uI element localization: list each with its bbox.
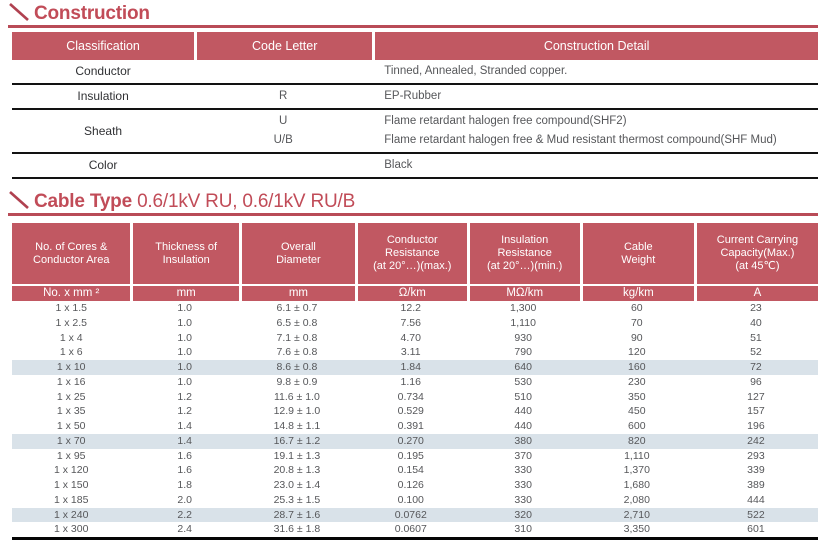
- cable-data-cell: 440: [514, 405, 532, 418]
- cable-data-cell: 1.2: [177, 390, 192, 403]
- cable-column-unit: kg/km: [580, 284, 694, 301]
- cable-data-cell: 0.126: [397, 479, 424, 491]
- cable-data-row: [12, 493, 818, 508]
- cable-data-cell: 23: [750, 302, 762, 314]
- cable-data-cell: 2.0: [177, 493, 192, 506]
- construction-row: [12, 60, 818, 85]
- cable-units-row: [12, 284, 818, 301]
- cable-data-cell: 450: [628, 405, 646, 418]
- code-letter-line: U: [279, 115, 288, 127]
- cable-table-header: [12, 223, 818, 301]
- cable-data-cell: 1.0: [177, 331, 192, 344]
- code-letter-cell: [194, 85, 372, 110]
- cable-data-row: [12, 508, 818, 523]
- cable-data-cell: 350: [628, 390, 646, 403]
- cable-column-header: [12, 223, 130, 284]
- cable-data-cell: 0.529: [397, 405, 424, 418]
- backslash-icon: [8, 2, 30, 27]
- cable-data-row: [12, 360, 818, 375]
- cable-data-cell: 1.0: [130, 360, 238, 375]
- cable-data-row: [12, 434, 818, 449]
- cable-data-cell: 51: [750, 331, 762, 344]
- cable-data-cell: 1 x 2.5: [55, 316, 87, 329]
- cable-data-cell: 0.734: [397, 390, 424, 403]
- code-letter-line: R: [279, 90, 288, 102]
- cable-data-row: [12, 375, 818, 390]
- cable-data-cell: 4.70: [400, 331, 421, 344]
- cable-data-cell: 1.0: [177, 375, 192, 388]
- cable-data-cell: 1 x 185: [54, 493, 89, 506]
- cable-data-cell: 12.9 ± 1.0: [273, 405, 321, 418]
- cable-data-cell: 510: [514, 390, 532, 403]
- cable-data-cell: 330: [514, 493, 532, 506]
- cable-column-header: [239, 223, 355, 284]
- cable-data-cell: 2,080: [623, 493, 650, 506]
- cable-data-cell: 3.11: [400, 346, 421, 359]
- cable-data-row: [12, 419, 818, 434]
- cable-data-cell: 1.6: [177, 449, 192, 462]
- cable-type-title-block: [8, 188, 818, 210]
- cable-data-cell: 0.0762: [355, 508, 467, 523]
- header-line: Resistance: [385, 247, 440, 259]
- cable-data-row: [12, 316, 818, 331]
- cable-data-cell: 339: [747, 464, 765, 477]
- cable-data-cell: 31.6 ± 1.8: [239, 522, 355, 540]
- cable-data-cell: 1 x 6: [59, 346, 83, 359]
- cable-data-cell: 6.5 ± 0.8: [276, 316, 318, 329]
- cable-data-cell: 0.100: [397, 493, 424, 506]
- header-line: Conductor: [386, 234, 438, 246]
- cable-data-cell: 1 x 4: [59, 331, 83, 344]
- cable-data-cell: 127: [747, 390, 765, 403]
- cable-header-row: [12, 223, 818, 284]
- construction-detail-cell: [372, 85, 818, 110]
- header-line: Cable: [623, 240, 653, 253]
- cable-data-cell: 52: [750, 346, 762, 359]
- cable-data-cell: 1 x 1.5: [55, 302, 87, 314]
- construction-col-classification: Classification: [12, 32, 194, 60]
- header-line: (at 20°…)(max.): [373, 260, 452, 272]
- cable-data-cell: 1.84: [355, 360, 467, 375]
- construction-col-detail: Construction Detail: [372, 32, 818, 60]
- construction-detail-cell: [372, 154, 818, 179]
- cable-data-cell: 120: [628, 346, 646, 359]
- cable-data-cell: 6.1 ± 0.7: [276, 302, 318, 314]
- cable-data-cell: 160: [580, 360, 694, 375]
- construction-title-underline: [8, 25, 818, 28]
- cable-data-cell: 0.154: [397, 464, 424, 477]
- header-line: Current Carrying: [716, 234, 799, 246]
- cable-data-cell: 600: [628, 420, 646, 432]
- cable-type-title-subtext: 0.6/1kV RU, 0.6/1kV RU/B: [137, 191, 356, 212]
- cable-data-cell: 1 x 10: [12, 360, 130, 375]
- cable-data-cell: 72: [694, 360, 818, 375]
- construction-title-block: [8, 0, 818, 22]
- cable-data-row: [12, 390, 818, 405]
- header-line: Insulation: [162, 253, 210, 266]
- header-line: No. of Cores &: [35, 240, 108, 253]
- cable-data-cell: 380: [467, 434, 580, 449]
- cable-data-cell: 1 x 50: [56, 420, 86, 432]
- cable-column-header: [355, 223, 467, 284]
- construction-detail-line: Black: [384, 159, 413, 171]
- cable-data-cell: 1.4: [130, 434, 238, 449]
- cable-data-cell: 1,110: [624, 449, 650, 462]
- header-line: Thickness of: [155, 240, 218, 253]
- cable-data-cell: 820: [580, 434, 694, 449]
- cable-data-cell: 1 x 25: [56, 390, 86, 403]
- cable-data-cell: 60: [630, 302, 643, 314]
- header-line: (at 20°…)(min.): [487, 260, 563, 272]
- cable-data-cell: 0.391: [397, 420, 424, 432]
- cable-data-cell: 20.8 ± 1.3: [273, 464, 321, 477]
- cable-data-row: [12, 449, 818, 464]
- cable-data-cell: 440: [514, 420, 532, 432]
- construction-table: [12, 32, 818, 179]
- cable-data-cell: 1 x 240: [12, 508, 130, 523]
- cable-data-row: [12, 478, 818, 493]
- cable-column-unit: Ω/km: [355, 284, 467, 301]
- construction-detail-cell: [372, 110, 818, 154]
- cable-data-row: [12, 345, 818, 360]
- cable-type-title-underline: [8, 213, 818, 216]
- cable-data-cell: 28.7 ± 1.6: [239, 508, 355, 523]
- cable-data-cell: 1 x 300: [12, 522, 130, 540]
- cable-column-unit: mm: [130, 284, 238, 301]
- construction-row: [12, 110, 818, 154]
- cable-data-cell: 293: [747, 449, 765, 462]
- cable-data-cell: 310: [467, 522, 580, 540]
- cable-data-cell: 7.6 ± 0.8: [276, 346, 318, 359]
- cable-data-cell: 2.2: [130, 508, 238, 523]
- cable-data-row: [12, 404, 818, 419]
- construction-section-title: [34, 3, 150, 25]
- header-line: Insulation: [501, 234, 549, 246]
- construction-detail-line: Flame retardant halogen free compound(SHF2): [384, 115, 627, 127]
- cable-table-body: [12, 301, 818, 540]
- cable-column-unit: mm: [239, 284, 355, 301]
- cable-data-cell: 96: [750, 375, 762, 388]
- cable-data-cell: 1 x 16: [56, 375, 86, 388]
- cable-data-cell: 330: [514, 479, 532, 491]
- cable-data-cell: 25.3 ± 1.5: [273, 493, 321, 506]
- cable-column-header: [130, 223, 238, 284]
- cable-type-section-title: [34, 191, 355, 213]
- header-line: Capacity(Max.): [720, 247, 795, 259]
- cable-data-cell: 14.8 ± 1.1: [273, 420, 321, 432]
- cable-data-cell: 1.6: [177, 464, 192, 477]
- construction-detail-line: EP-Rubber: [384, 90, 442, 102]
- code-letter-cell: [194, 60, 372, 85]
- cable-column-unit: No. x mm ²: [12, 284, 130, 301]
- cable-data-cell: 790: [514, 346, 532, 359]
- cable-data-cell: 370: [514, 449, 532, 462]
- classification-cell: Conductor: [12, 60, 194, 85]
- cable-column-header: [467, 223, 580, 284]
- cable-data-cell: 0.195: [397, 449, 424, 462]
- construction-detail-line: Tinned, Annealed, Stranded copper.: [384, 65, 568, 77]
- construction-row: [12, 85, 818, 110]
- cable-data-row: [12, 522, 818, 540]
- code-letter-cell: [194, 110, 372, 154]
- cable-data-cell: 389: [747, 479, 765, 491]
- cable-data-cell: 1 x 70: [12, 434, 130, 449]
- code-letter-line: U/B: [273, 134, 293, 146]
- cable-column-unit: MΩ/km: [467, 284, 580, 301]
- cable-data-cell: 70: [630, 316, 643, 329]
- cable-data-cell: 11.6 ± 1.0: [273, 390, 320, 403]
- cable-data-cell: 1.8: [177, 479, 192, 491]
- cable-data-cell: 930: [514, 331, 532, 344]
- construction-header-row: [12, 32, 818, 60]
- cable-data-cell: 12.2: [400, 302, 421, 314]
- cable-data-cell: 530: [514, 375, 532, 388]
- cable-data-cell: 1.2: [177, 405, 192, 418]
- cable-data-cell: 9.8 ± 0.9: [276, 375, 318, 388]
- cable-data-cell: 3,350: [580, 522, 694, 540]
- construction-row: [12, 154, 818, 179]
- cable-data-cell: 1.0: [177, 302, 192, 314]
- classification-cell: Sheath: [12, 110, 194, 154]
- cable-data-cell: 1,300: [510, 302, 537, 314]
- classification-cell: Insulation: [12, 85, 194, 110]
- cable-column-header: [580, 223, 694, 284]
- cable-data-cell: 1 x 120: [54, 464, 89, 477]
- section-gap: [0, 179, 818, 188]
- cable-data-row: [12, 463, 818, 478]
- cable-data-cell: 2.4: [130, 522, 238, 540]
- cable-data-cell: 1,110: [510, 316, 536, 329]
- cable-type-table: [12, 223, 818, 540]
- construction-detail-line: Flame retardant halogen free & Mud resistant thermost compound(SHF Mud): [384, 134, 777, 146]
- construction-table-body: [12, 60, 818, 179]
- cable-type-title-text: Cable Type: [34, 191, 132, 212]
- cable-column-header: [694, 223, 818, 284]
- cable-data-row: [12, 331, 818, 346]
- cable-data-cell: 320: [467, 508, 580, 523]
- cable-data-cell: 2,710: [580, 508, 694, 523]
- cable-data-cell: 19.1 ± 1.3: [273, 449, 321, 462]
- header-line: Conductor Area: [33, 253, 110, 266]
- cable-data-cell: 1,680: [623, 479, 650, 491]
- cable-data-cell: 1 x 35: [56, 405, 86, 418]
- header-line: Resistance: [497, 247, 552, 259]
- cable-data-cell: 242: [694, 434, 818, 449]
- header-line: Weight: [621, 253, 656, 266]
- cable-data-cell: 444: [747, 493, 765, 506]
- classification-cell: Color: [12, 154, 194, 179]
- header-line: (at 45℃): [735, 260, 780, 272]
- cable-data-cell: 0.270: [355, 434, 467, 449]
- cable-data-cell: 157: [747, 405, 765, 418]
- cable-data-cell: 1.0: [177, 316, 192, 329]
- cable-data-cell: 330: [514, 464, 532, 477]
- cable-data-cell: 640: [467, 360, 580, 375]
- cable-data-cell: 1 x 95: [56, 449, 86, 462]
- cable-data-cell: 196: [747, 420, 765, 432]
- construction-title-text: Construction: [34, 3, 150, 24]
- cable-data-cell: 601: [694, 522, 818, 540]
- cable-data-cell: 1 x 150: [54, 479, 89, 491]
- cable-data-cell: 8.6 ± 0.8: [239, 360, 355, 375]
- header-line: Overall: [280, 240, 316, 253]
- construction-detail-cell: [372, 60, 818, 85]
- cable-data-cell: 7.56: [400, 316, 421, 329]
- header-line: Diameter: [276, 253, 321, 266]
- cable-data-cell: 16.7 ± 1.2: [239, 434, 355, 449]
- cable-data-cell: 7.1 ± 0.8: [276, 331, 318, 344]
- cable-data-cell: 23.0 ± 1.4: [273, 479, 321, 491]
- code-letter-cell: [194, 154, 372, 179]
- cable-data-cell: 1.16: [400, 375, 421, 388]
- cable-data-cell: 1.4: [177, 420, 192, 432]
- cable-data-cell: 0.0607: [355, 522, 467, 540]
- backslash-icon: [8, 190, 30, 215]
- cable-data-cell: 1,370: [623, 464, 650, 477]
- cable-data-cell: 1.0: [177, 346, 192, 359]
- construction-table-header: [12, 32, 818, 60]
- cable-column-unit: A: [694, 284, 818, 301]
- cable-data-cell: 522: [694, 508, 818, 523]
- cable-data-row: [12, 301, 818, 316]
- cable-data-cell: 90: [630, 331, 643, 344]
- cable-data-cell: 230: [628, 375, 646, 388]
- cable-data-cell: 40: [750, 316, 762, 329]
- construction-col-code-letter: Code Letter: [194, 32, 372, 60]
